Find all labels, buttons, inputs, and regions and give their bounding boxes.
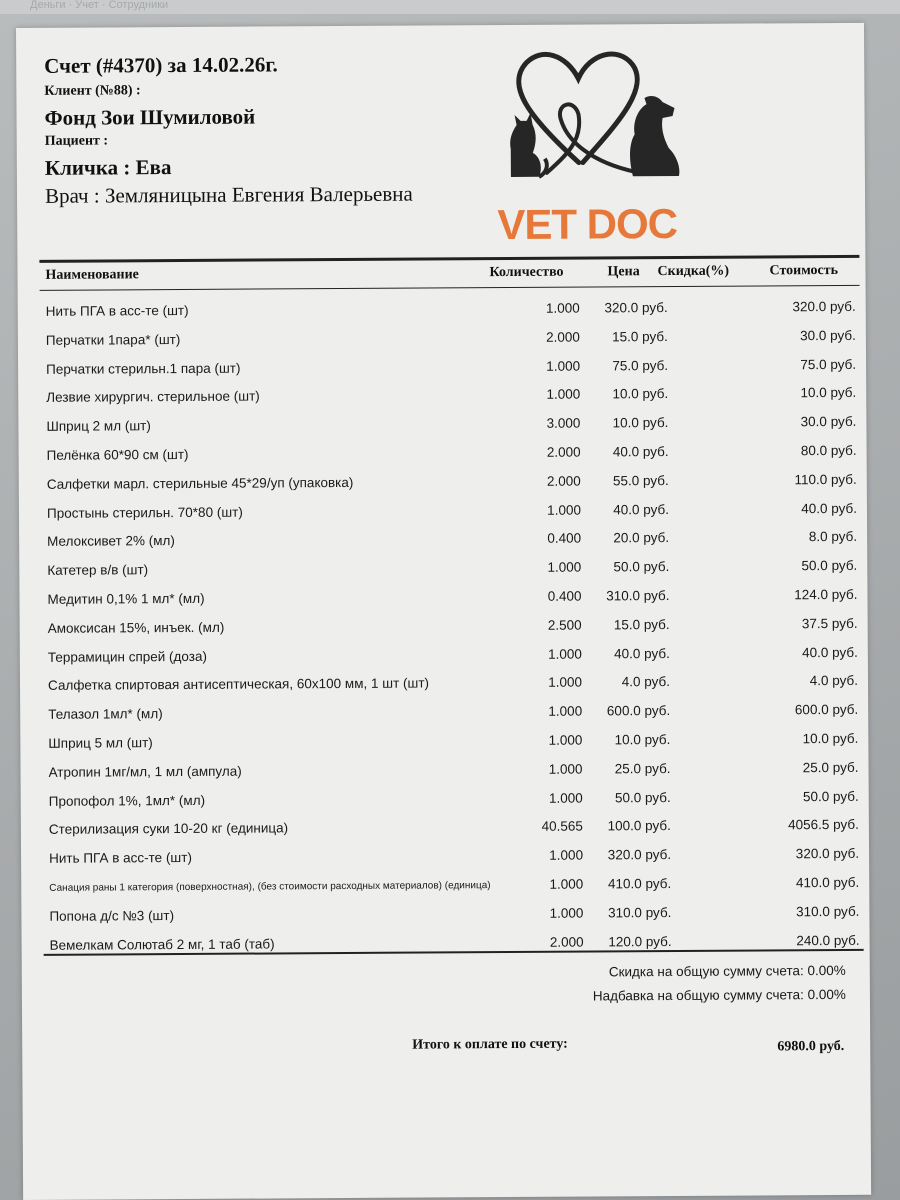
invoice-title: Счет (#4370) за 14.02.26г. <box>44 52 278 78</box>
item-name: Вемелкам Солютаб 2 мг, 1 таб (таб) <box>49 935 275 953</box>
patient-label: Пациент : <box>44 133 109 149</box>
item-qty: 40.565 <box>541 818 583 835</box>
item-price: 50.0 руб. <box>614 789 671 805</box>
item-cost: 320.0 руб. <box>792 298 856 315</box>
item-qty: 1.000 <box>547 559 582 575</box>
column-header-cost: Стоимость <box>769 262 839 279</box>
item-price: 10.0 руб. <box>614 731 671 748</box>
items-table <box>46 299 860 966</box>
item-name: Мелоксивет 2% (мл) <box>47 533 175 550</box>
table-top-rule <box>39 255 859 263</box>
item-qty: 2.000 <box>549 934 584 950</box>
item-qty: 2.000 <box>546 329 580 345</box>
item-qty: 3.000 <box>546 415 581 431</box>
doctor-name: Врач : Земляницына Евгения Валерьевна <box>44 181 413 208</box>
item-name: Телазол 1мл* (мл) <box>48 706 163 722</box>
item-cost: 10.0 руб. <box>800 385 857 401</box>
item-price: 120.0 руб. <box>608 933 672 949</box>
item-price: 50.0 руб. <box>613 559 670 575</box>
item-cost: 4056.5 руб. <box>788 817 859 833</box>
item-cost: 40.0 руб. <box>801 500 857 516</box>
item-cost: 30.0 руб. <box>800 327 856 344</box>
item-price: 10.0 руб. <box>612 415 669 431</box>
item-cost: 80.0 руб. <box>800 442 857 459</box>
item-qty: 1.000 <box>548 761 583 777</box>
brand-wordmark: VET DOC <box>497 199 678 249</box>
column-header-discount: Скидка(%) <box>657 263 730 280</box>
item-name: Лезвие хирургич. стерильное (шт) <box>46 388 260 406</box>
item-name: Перчатки стерильн.1 пара (шт) <box>46 360 241 377</box>
item-price: 55.0 руб. <box>612 472 669 489</box>
invoice-document <box>16 23 871 1200</box>
item-qty: 2.500 <box>547 617 582 633</box>
browser-tab-strip <box>0 0 900 14</box>
item-qty: 1.000 <box>548 732 583 748</box>
item-cost: 600.0 руб. <box>794 702 859 718</box>
item-price: 40.0 руб. <box>613 501 669 517</box>
item-price: 15.0 руб. <box>612 328 668 345</box>
item-name: Медитин 0,1% 1 мл* (мл) <box>47 590 205 607</box>
surcharge-summary: Надбавка на общую сумму счета: 0.00% <box>592 986 846 1004</box>
item-cost: 410.0 руб. <box>795 874 860 891</box>
item-qty: 1.000 <box>545 300 580 316</box>
item-cost: 8.0 руб. <box>808 529 858 545</box>
client-name: Фонд Зои Шумиловой <box>44 104 256 130</box>
item-name: Стерилизация суки 10-20 кг (единица) <box>48 820 289 838</box>
item-cost: 10.0 руб. <box>802 730 859 747</box>
item-qty: 1.000 <box>547 502 581 518</box>
item-name: Нить ПГА в асс-те (шт) <box>45 302 189 319</box>
item-name: Нить ПГА в асс-те (шт) <box>49 850 192 866</box>
item-name: Амоксисан 15%, инъек. (мл) <box>47 619 225 636</box>
item-name: Пропофол 1%, 1мл* (мл) <box>48 792 206 809</box>
total-label: Итого к оплате по счету: <box>412 1036 568 1053</box>
item-price: 15.0 руб. <box>613 616 670 633</box>
item-name: Катетер в/в (шт) <box>47 562 149 578</box>
item-name: Шприц 5 мл (шт) <box>48 735 153 751</box>
item-cost: 320.0 руб. <box>795 846 860 862</box>
item-qty: 1.000 <box>546 386 581 403</box>
item-name: Попона д/с №3 (шт) <box>49 907 175 924</box>
item-cost: 30.0 руб. <box>800 414 857 430</box>
client-label: Клиент (№88) : <box>44 83 141 99</box>
item-qty: 1.000 <box>548 674 583 691</box>
total-value: 6980.0 руб. <box>777 1038 845 1055</box>
item-cost: 310.0 руб. <box>796 903 860 919</box>
item-price: 600.0 руб. <box>606 703 671 719</box>
item-name: Санация раны 1 категория (поверхностная), (без стоимости расходных материалов) (единица) <box>49 880 491 894</box>
item-qty: 1.000 <box>549 847 584 863</box>
item-cost: 4.0 руб. <box>809 673 859 689</box>
item-name: Перчатки 1пара* (шт) <box>45 331 181 348</box>
item-qty: 1.000 <box>547 646 582 662</box>
item-cost: 75.0 руб. <box>800 356 857 372</box>
item-qty: 1.000 <box>546 358 581 374</box>
item-qty: 2.000 <box>546 473 581 489</box>
item-name: Террамицин спрей (доза) <box>47 648 208 665</box>
item-price: 320.0 руб. <box>607 847 672 863</box>
item-qty: 1.000 <box>549 876 584 892</box>
item-name: Салфетки марл. стерильные 45*29/уп (упаковка) <box>46 474 354 492</box>
header-bottom-rule <box>40 285 860 291</box>
item-qty: 0.400 <box>547 588 582 604</box>
item-price: 320.0 руб. <box>604 300 668 316</box>
tab-strip-text: Деньги · Учет · Сотрудники <box>30 0 169 11</box>
item-qty: 1.000 <box>548 703 583 719</box>
item-cost: 124.0 руб. <box>794 586 858 603</box>
item-cost: 40.0 руб. <box>802 644 858 660</box>
item-cost: 25.0 руб. <box>802 759 859 775</box>
item-price: 40.0 руб. <box>612 444 669 460</box>
item-price: 100.0 руб. <box>607 818 671 834</box>
item-price: 310.0 руб. <box>608 904 672 921</box>
column-header-qty: Количество <box>489 264 564 281</box>
item-name: Простынь стерильн. 70*80 (шт) <box>46 504 243 521</box>
item-cost: 110.0 руб. <box>794 471 857 488</box>
item-qty: 1.000 <box>548 790 583 806</box>
item-cost: 240.0 руб. <box>796 932 860 948</box>
item-price: 310.0 руб. <box>606 587 670 604</box>
item-price: 410.0 руб. <box>607 875 672 892</box>
item-price: 4.0 руб. <box>621 674 671 690</box>
item-cost: 37.5 руб. <box>801 615 858 631</box>
item-name: Пелёнка 60*90 см (шт) <box>46 446 189 463</box>
item-qty: 0.400 <box>547 530 582 547</box>
discount-summary: Скидка на общую сумму счета: 0.00% <box>608 962 846 980</box>
item-cost: 50.0 руб. <box>802 788 859 804</box>
item-price: 10.0 руб. <box>612 386 669 402</box>
item-qty: 2.000 <box>546 444 581 460</box>
item-qty: 1.000 <box>549 905 584 921</box>
item-price: 20.0 руб. <box>613 530 670 546</box>
pet-name: Кличка : Ева <box>44 155 172 180</box>
item-price: 25.0 руб. <box>614 760 671 777</box>
item-name: Шприц 2 мл (шт) <box>46 418 151 435</box>
item-name: Салфетка спиртовая антисептическая, 60х100 мм, 1 шт (шт) <box>47 675 430 694</box>
heart-cat-dog-logo-icon <box>486 44 687 185</box>
item-name: Атропин 1мг/мл, 1 мл (ампула) <box>48 763 242 780</box>
item-price: 40.0 руб. <box>614 645 670 661</box>
item-cost: 50.0 руб. <box>801 558 858 574</box>
column-header-price: Цена <box>607 264 640 280</box>
item-price: 75.0 руб. <box>612 357 669 373</box>
column-header-name: Наименование <box>45 267 139 283</box>
